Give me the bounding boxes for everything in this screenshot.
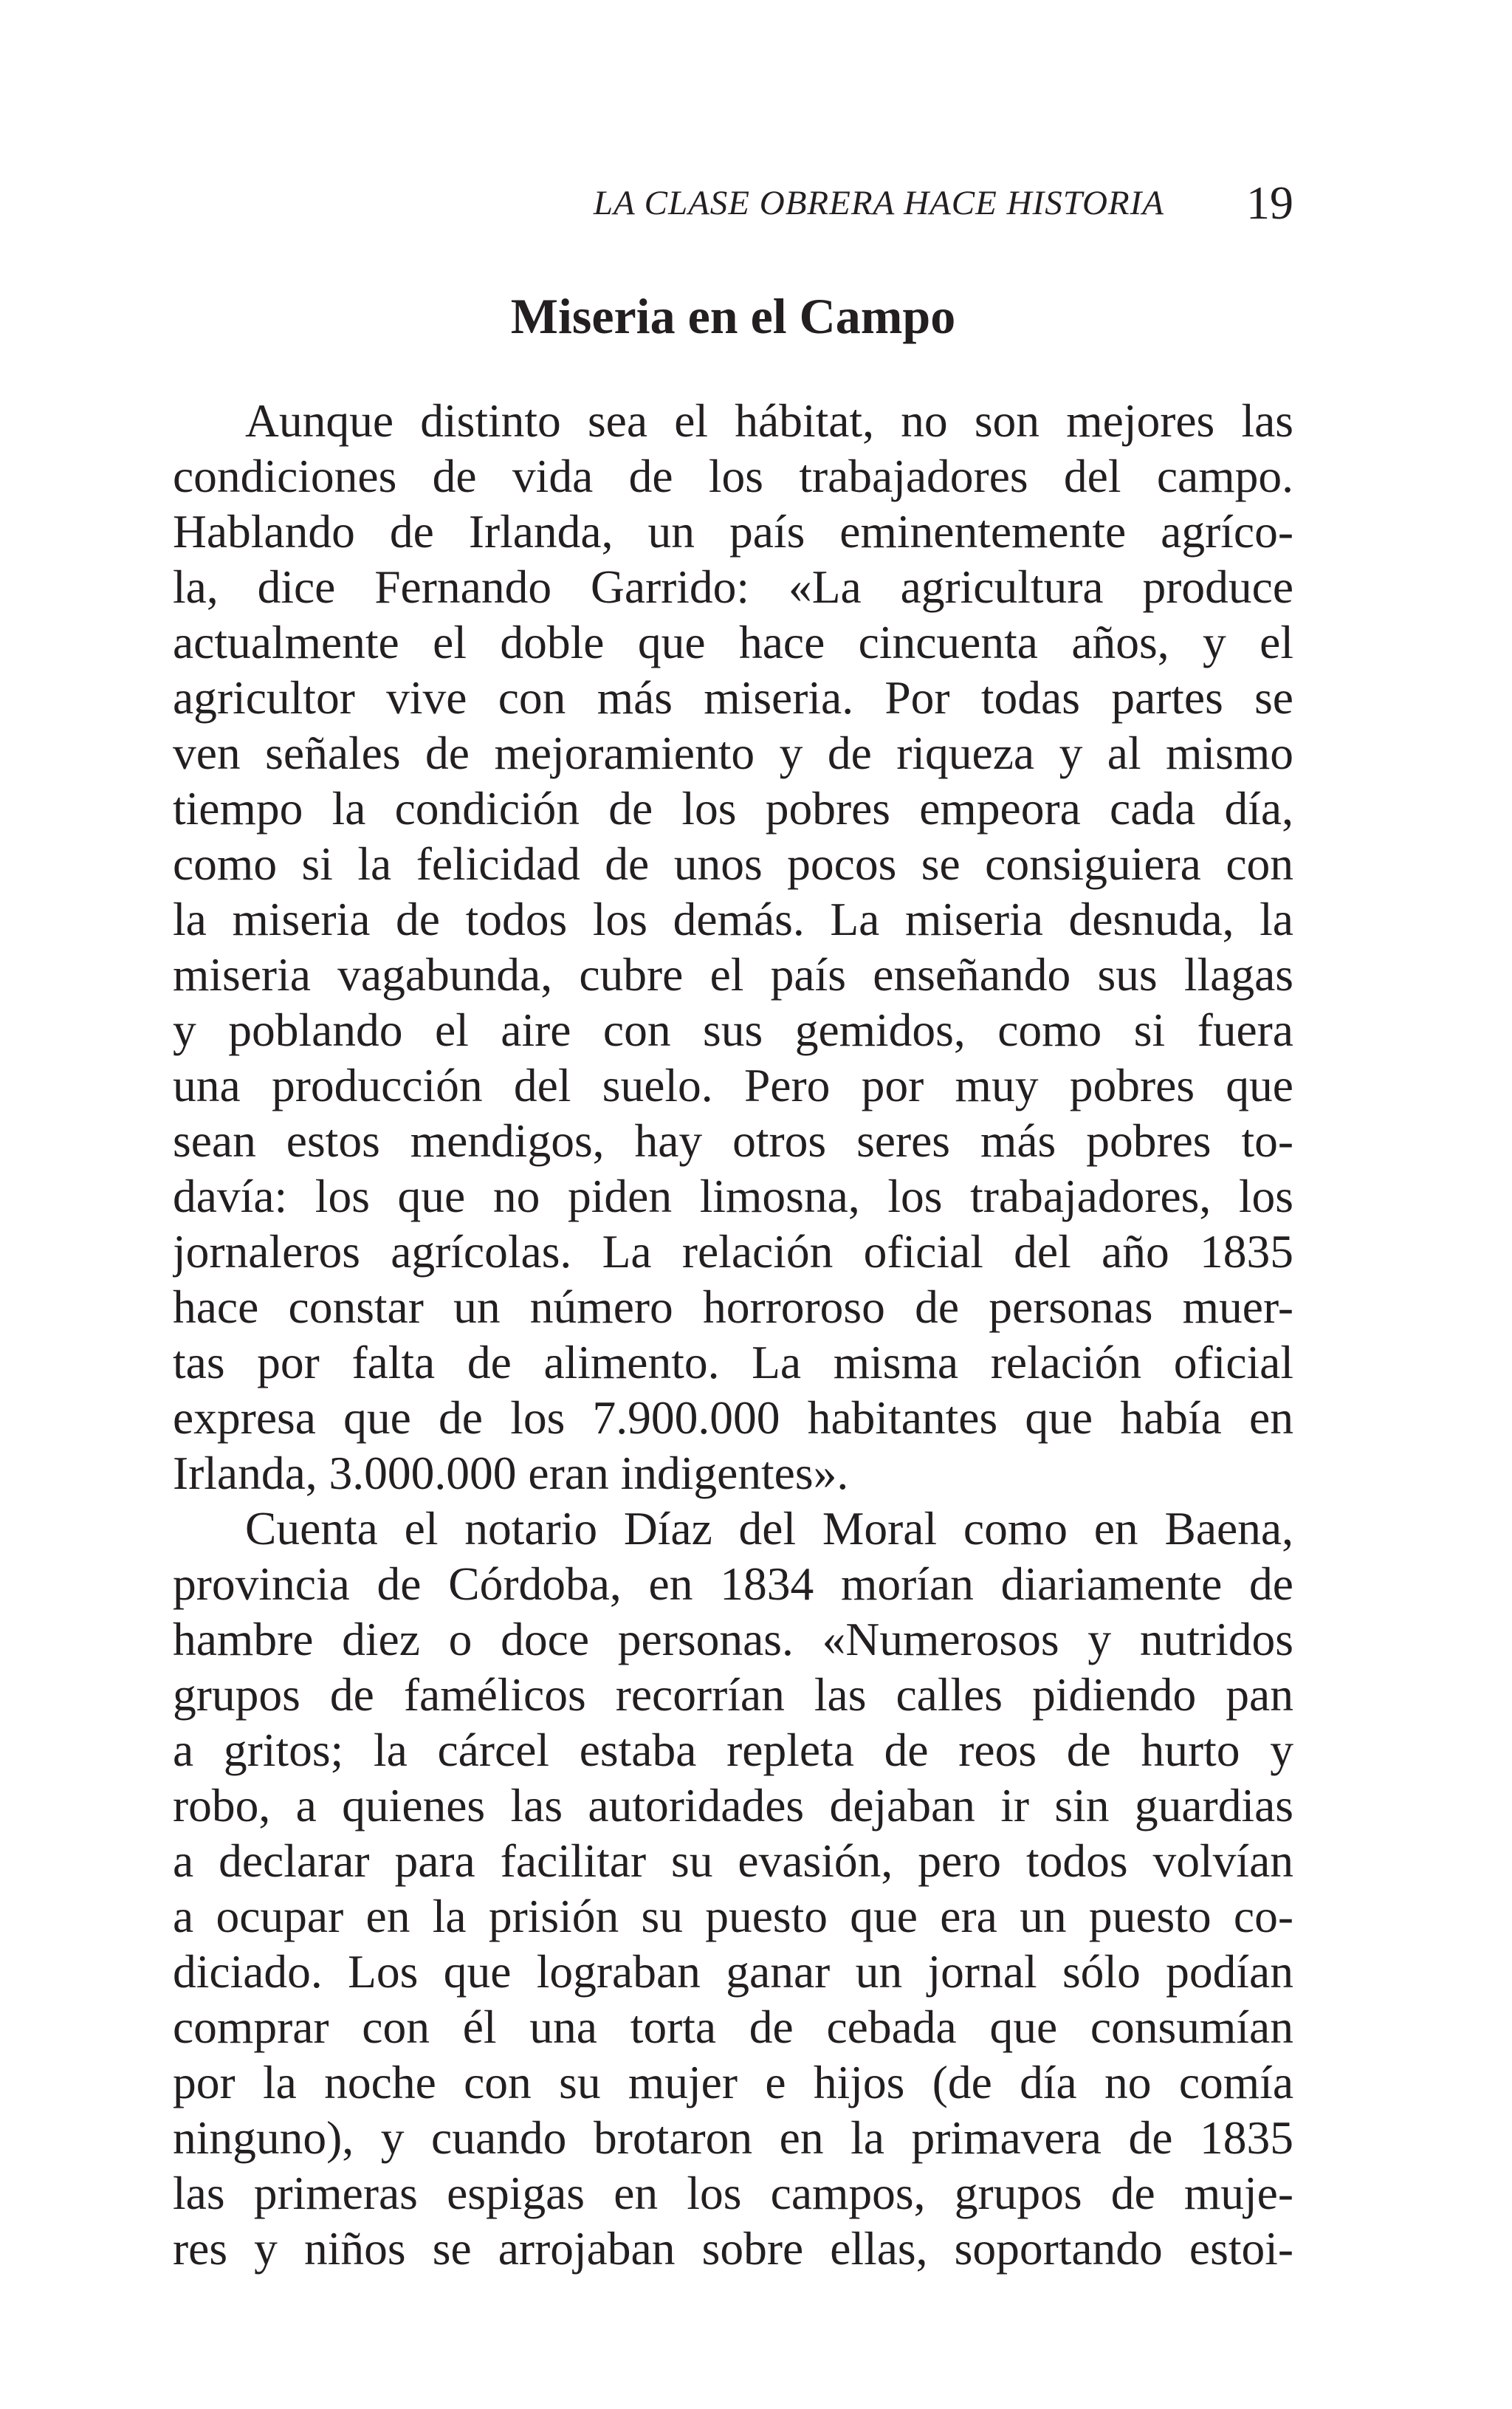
text-line: tiempo la condición de los pobres empeora cada día, [173, 782, 1293, 835]
text-line: la miseria de todos los demás. La miseria desnuda, la [173, 893, 1293, 945]
text-line: condiciones de vida de los trabajadores del campo. [173, 450, 1293, 502]
text-line: Cuenta el notario Díaz del Moral como en Baena, [245, 1502, 1293, 1555]
text-line: las primeras espigas en los campos, grupos de muje- [173, 2167, 1293, 2219]
text-line: Hablando de Irlanda, un país eminentemente agríco- [173, 505, 1293, 558]
running-title: LA CLASE OBRERA HACE HISTORIA [593, 184, 1164, 222]
text-line: miseria vagabunda, cubre el país enseñando sus llagas [173, 948, 1293, 1001]
text-line: actualmente el doble que hace cincuenta años, y el [173, 616, 1293, 668]
text-line: davía: los que no piden limosna, los trabajadores, los [173, 1170, 1293, 1222]
paragraph [173, 393, 1293, 1501]
text-line: y poblando el aire con sus gemidos, como si fuera [173, 1004, 1293, 1056]
text-line: una producción del suelo. Pero por muy pobres que [173, 1059, 1293, 1111]
section-title: Miseria en el Campo [510, 288, 956, 344]
text-line: tas por falta de alimento. La misma relación oficial [173, 1336, 1293, 1388]
text-line: ninguno), y cuando brotaron en la primavera de 1835 [173, 2111, 1293, 2164]
text-line: provincia de Córdoba, en 1834 morían diariamente de [173, 1558, 1293, 1610]
text-line: agricultor vive con más miseria. Por todas partes se [173, 671, 1293, 724]
body-text [173, 393, 1293, 2276]
text-line: jornaleros agrícolas. La relación oficial del año 1835 [173, 1225, 1293, 1278]
text-line: a ocupar en la prisión su puesto que era un puesto co- [173, 1890, 1293, 1942]
text-line: Irlanda, 3.000.000 eran indigentes». [173, 1447, 849, 1499]
text-line: comprar con él una torta de cebada que consumían [173, 2001, 1293, 2053]
text-line: robo, a quienes las autoridades dejaban ir sin guardias [173, 1779, 1293, 1831]
text-line: grupos de famélicos recorrían las calles pidiendo pan [173, 1668, 1293, 1721]
text-line: la, dice Fernando Garrido: «La agricultura produce [173, 561, 1293, 613]
text-line: diciado. Los que lograban ganar un jornal sólo podían [173, 1945, 1293, 1998]
running-header [173, 176, 1293, 227]
paragraph [173, 1501, 1293, 2276]
text-line: Aunque distinto sea el hábitat, no son mejores las [245, 394, 1293, 447]
text-line: a declarar para facilitar su evasión, pero todos volvían [173, 1834, 1293, 1887]
text-line: como si la felicidad de unos pocos se consiguiera con [173, 837, 1293, 890]
text-line: hace constar un número horroroso de personas muer- [173, 1281, 1293, 1333]
text-line: hambre diez o doce personas. «Numerosos y nutridos [173, 1613, 1293, 1665]
text-line: por la noche con su mujer e hijos (de día no comía [173, 2056, 1293, 2108]
text-line: a gritos; la cárcel estaba repleta de reos de hurto y [173, 1724, 1293, 1776]
text-line: sean estos mendigos, hay otros seres más pobres to- [173, 1114, 1293, 1167]
text-line: expresa que de los 7.900.000 habitantes que había en [173, 1391, 1293, 1444]
text-line: ven señales de mejoramiento y de riqueza y al mismo [173, 727, 1293, 779]
text-line: res y niños se arrojaban sobre ellas, soportando estoi- [173, 2222, 1293, 2275]
page-number: 19 [1246, 177, 1293, 229]
